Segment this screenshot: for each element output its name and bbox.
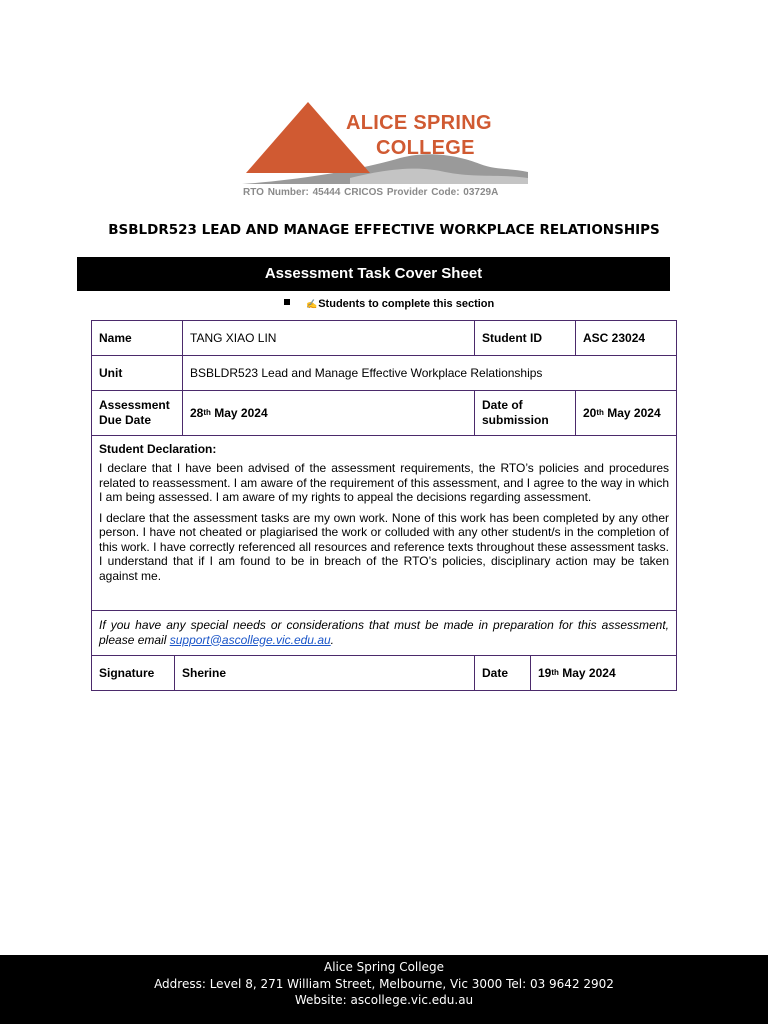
page-footer	[0, 955, 768, 1024]
due-date-rest: May 2024	[210, 406, 268, 420]
submission-label-line1: Date of	[482, 398, 523, 412]
declaration-paragraph-1: I declare that I have been advised of the assessment requirements, the RTO’s policies and procedures related to reassessment. I am aware of the requirement of this assessment, and I agree to the way in which I am being assessed. I am aware of my rights to appeal the decisions regarding assessment.	[99, 461, 669, 504]
signature-value: Sherine	[174, 655, 475, 691]
due-date-value: 28 th May 2024	[182, 390, 475, 436]
declaration-heading: Student Declaration:	[99, 442, 217, 456]
footer-website: Website: ascollege.vic.edu.au	[294, 993, 474, 1007]
due-date-label	[91, 390, 183, 436]
submission-day: 20	[583, 406, 597, 420]
special-needs-text: If you have any special needs or considerations that must be made in preparation for this assessment, please email	[99, 618, 669, 647]
college-logo	[240, 98, 530, 206]
due-date-day: 28	[190, 406, 204, 420]
footer-college-name: Alice Spring College	[324, 960, 444, 974]
submission-rest: May 2024	[603, 406, 661, 420]
due-date-label-line2: Due Date	[99, 413, 152, 427]
signature-label: Signature	[91, 655, 175, 691]
special-needs-note	[91, 610, 677, 656]
page-number: Page 1	[659, 1012, 684, 1019]
student-id-value: ASC 23024	[575, 320, 677, 356]
date-day: 19	[538, 666, 552, 680]
date-value: 19 th May 2024	[530, 655, 677, 691]
name-value: TANG XIAO LIN	[182, 320, 475, 356]
name-label: Name	[91, 320, 183, 356]
support-email-link[interactable]: support@ascollege.vic.edu.au	[169, 632, 331, 647]
instruction-text: Students to complete this section	[318, 298, 495, 310]
submission-date-value: 20 th May 2024	[575, 390, 677, 436]
submission-date-label	[474, 390, 576, 436]
logo-name-line2: COLLEGE	[376, 137, 475, 159]
cover-sheet-banner: Assessment Task Cover Sheet	[77, 257, 670, 291]
pen-icon: ✍	[306, 299, 318, 309]
bullet-icon	[284, 299, 290, 305]
due-date-label-line1: Assessment	[99, 398, 170, 412]
logo-registration-text: RTO Number: 45444 CRICOS Provider Code: 03729A	[243, 187, 499, 198]
submission-label-line2: submission	[482, 413, 549, 427]
instruction-line	[284, 298, 494, 310]
unit-value: BSBLDR523 Lead and Manage Effective Workplace Relationships	[182, 355, 677, 391]
student-declaration	[91, 435, 677, 611]
date-label: Date	[474, 655, 531, 691]
logo-name-line1: ALICE SPRING	[346, 112, 492, 134]
declaration-paragraph-2: I declare that the assessment tasks are my own work. None of this work has been completed by any other person. I have not cheated or plagiarised the work or colluded with any other student/s in the completion of this work. I have correctly referenced all resources and reference texts throughout these assessment tasks. I understand that if I am found to be in breach of the RTO’s policies, disciplinary action may be taken against me.	[99, 510, 669, 583]
special-needs-end: .	[330, 632, 335, 647]
unit-label: Unit	[91, 355, 183, 391]
unit-heading: BSBLDR523 LEAD AND MANAGE EFFECTIVE WORKPLACE RELATIONSHIPS	[108, 222, 660, 238]
footer-address: Address: Level 8, 271 William Street, Melbourne, Vic 3000 Tel: 03 9642 2902	[154, 976, 614, 991]
date-rest: May 2024	[558, 666, 616, 680]
student-id-label: Student ID	[474, 320, 576, 356]
